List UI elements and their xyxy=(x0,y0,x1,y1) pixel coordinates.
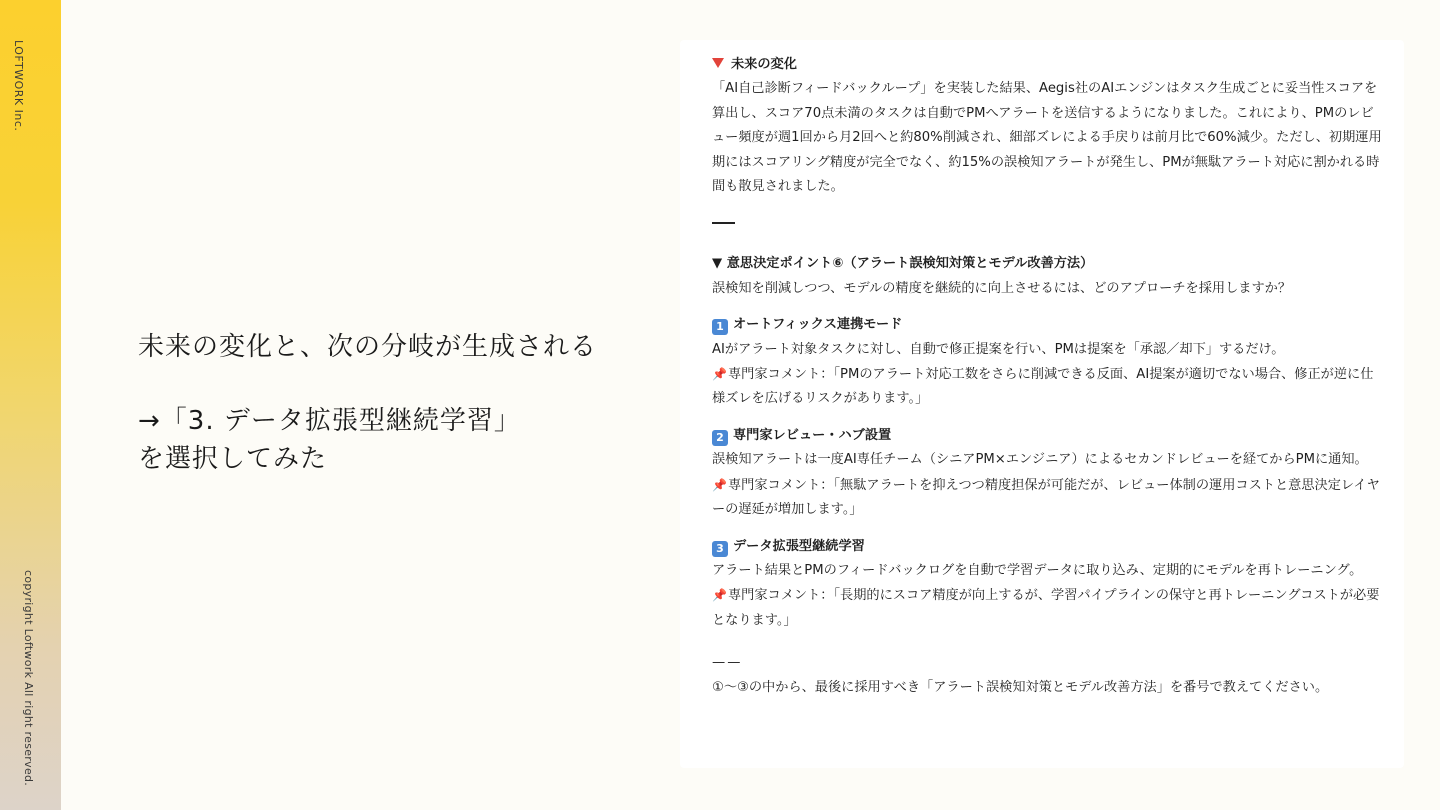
option-2-body: 誤検知アラートは一度AI専任チーム（シニアPM×エンジニア）によるセカンドレビューを経てからPMに通知。 xyxy=(712,452,1368,468)
option-3-body: アラート結果とPMのフィードバックログを自動で学習データに取り込み、定期的にモデルを再トレーニング。 xyxy=(712,562,1363,578)
decision-question: 誤検知を削減しつつ、モデルの精度を継続的に向上させるには、どのアプローチを採用しますか？ xyxy=(712,280,1292,296)
message-line-2: →「3. データ拡張型継続学習」 xyxy=(138,406,521,436)
future-body: 「AI自己診断フィードバックループ」を実装した結果、Aegis社のAIエンジンはタスク生成ごとに妥当性スコアを算出し、スコア70点未満のタスクは自動でPMへアラートを送信するようになりました。これにより、PMのレビュー頻度が週1回から月2回へと約80%削減され、細部ズレによる手戻りは前月比で60%減少。ただし、初期運用期にはスコアリング精度が完全でなく、約15%の誤検知アラートが発生し、PMが無駄アラート対応に割かれる時間も散見されました。 xyxy=(712,81,1382,195)
option-1-comment: 📌専門家コメント：「PMのアラート対応工数をさらに削減できる反面、AI提案が適切でない場合、修正が逆に仕様ズレを広げるリスクがあります。」 xyxy=(712,362,1384,412)
dash-separator: —— xyxy=(712,655,743,671)
option-3-title: 3 データ拡張型継続学習 xyxy=(712,535,1384,559)
red-triangle-icon xyxy=(712,58,724,68)
slide-message xyxy=(138,328,658,478)
option-1-body: AIがアラート対象タスクに対し、自動で修正提案を行い、PMは提案を「承認／却下」するだけ。 xyxy=(712,341,1285,357)
section-divider xyxy=(712,222,735,224)
chat-content xyxy=(712,53,1384,700)
final-prompt: ①〜③の中から、最後に採用すべき「アラート誤検知対策とモデル改善方法」を番号で教えてください。 xyxy=(712,679,1329,695)
option-2-title: 2 専門家レビュー・ハブ設置 xyxy=(712,424,1384,448)
option-1-title: 1 オートフィックス連携モード xyxy=(712,313,1384,337)
pushpin-icon: 📌 xyxy=(712,367,727,382)
brand-label: LOFTWORK Inc. xyxy=(12,40,25,132)
pushpin-icon: 📌 xyxy=(712,477,727,492)
future-heading: 未来の変化 xyxy=(712,53,1384,77)
option-3-comment: 📌専門家コメント：「長期的にスコア精度が向上するが、学習パイプラインの保守と再トレーニングコストが必要となります。」 xyxy=(712,583,1384,633)
message-line-3: を選択してみた xyxy=(138,444,328,474)
message-line-1: 未来の変化と、次の分岐が生成される xyxy=(138,332,598,362)
number-2-icon: 2 xyxy=(712,430,728,446)
pushpin-icon: 📌 xyxy=(712,588,727,603)
copyright-label: copyright Loftwork All right reserved. xyxy=(22,570,35,787)
decision-heading: ▼ 意思決定ポイント⑥（アラート誤検知対策とモデル改善方法） xyxy=(712,256,1094,272)
number-1-icon: 1 xyxy=(712,319,728,335)
side-bar xyxy=(0,0,61,810)
option-2-comment: 📌専門家コメント：「無駄アラートを抑えつつ精度担保が可能だが、レビュー体制の運用コストと意思決定レイヤーの遅延が増加します。」 xyxy=(712,473,1384,523)
number-3-icon: 3 xyxy=(712,541,728,557)
